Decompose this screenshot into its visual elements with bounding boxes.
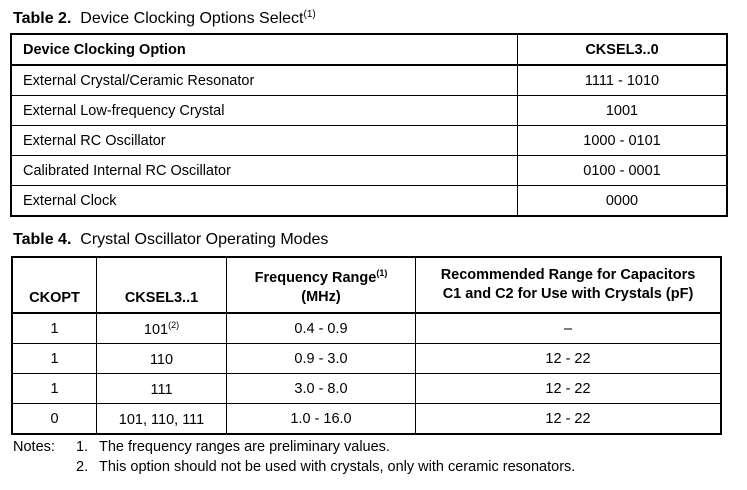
note-item — [13, 457, 575, 477]
capacitors-header-line2: C1 and C2 for Use with Crystals (pF) — [442, 286, 694, 302]
cell-frequency: 3.0 - 8.0 — [227, 374, 416, 404]
cell-cksel: 0100 - 0001 — [518, 156, 728, 186]
table2-caption-title: Device Clocking Options Select — [80, 10, 304, 27]
note-text: The frequency ranges are preliminary values. — [99, 439, 390, 455]
cell-option: External Clock — [11, 186, 518, 217]
cell-ckopt: 1 — [12, 374, 97, 404]
cell-ckopt: 1 — [12, 313, 97, 344]
cell-option: External Low-frequency Crystal — [11, 96, 518, 126]
cell-cksel: 1001 — [518, 96, 728, 126]
frequency-header-line1: Frequency Range — [254, 269, 377, 286]
table4-caption — [13, 232, 328, 248]
column-header-ckopt: CKOPT — [12, 257, 97, 313]
cell-option: External RC Oscillator — [11, 126, 518, 156]
note-item — [13, 437, 575, 457]
table-header-row — [11, 34, 727, 65]
column-header-capacitors — [416, 257, 722, 313]
table-row — [12, 404, 721, 435]
cell-capacitors: – — [416, 313, 722, 344]
cksel-value: 101, 110, 111 — [118, 411, 205, 428]
cell-frequency: 1.0 - 16.0 — [227, 404, 416, 435]
table-row — [11, 126, 727, 156]
note-number: 2. — [76, 459, 89, 475]
table2-caption — [13, 10, 316, 27]
cell-ckopt: 1 — [12, 344, 97, 374]
column-header-frequency — [227, 257, 416, 313]
crystal-oscillator-table — [11, 256, 722, 435]
table-row — [11, 96, 727, 126]
cell-cksel — [97, 374, 227, 404]
frequency-header-line2: (MHz) — [301, 288, 341, 305]
capacitors-header-line1: Recommended Range for Capacitors — [440, 267, 696, 283]
cksel-value: 101 — [143, 321, 169, 338]
table2-caption-note: (1) — [303, 9, 316, 20]
cell-frequency: 0.9 - 3.0 — [227, 344, 416, 374]
cell-capacitors: 12 - 22 — [416, 404, 722, 435]
table-row — [12, 374, 721, 404]
cksel-note: (2) — [168, 319, 180, 330]
cell-option: Calibrated Internal RC Oscillator — [11, 156, 518, 186]
cell-ckopt: 0 — [12, 404, 97, 435]
note-number: 1. — [76, 439, 89, 455]
frequency-header-note: (1) — [376, 267, 388, 278]
table4-caption-title: Crystal Oscillator Operating Modes — [80, 231, 329, 248]
cksel-value: 110 — [149, 351, 174, 368]
note-text: This option should not be used with crystals, only with ceramic resonators. — [99, 459, 576, 475]
cell-frequency: 0.4 - 0.9 — [227, 313, 416, 344]
column-header-cksel: CKSEL3..0 — [518, 34, 728, 65]
table-row — [11, 65, 727, 96]
table-header-row — [12, 257, 721, 313]
cell-cksel: 1111 - 1010 — [518, 65, 728, 96]
cell-capacitors: 12 - 22 — [416, 374, 722, 404]
cell-cksel — [97, 313, 227, 344]
notes — [13, 437, 575, 477]
cell-cksel: 0000 — [518, 186, 728, 217]
table-row — [12, 313, 721, 344]
column-header-cksel: CKSEL3..1 — [97, 257, 227, 313]
table-row — [12, 344, 721, 374]
cell-option: External Crystal/Ceramic Resonator — [11, 65, 518, 96]
device-clocking-table — [10, 33, 728, 217]
cksel-value: 111 — [150, 381, 173, 398]
table2-caption-label: Table 2. — [13, 10, 72, 27]
cell-cksel: 1000 - 0101 — [518, 126, 728, 156]
table-row — [11, 156, 727, 186]
column-header-option: Device Clocking Option — [11, 34, 518, 65]
cell-cksel — [97, 344, 227, 374]
cell-capacitors: 12 - 22 — [416, 344, 722, 374]
cell-cksel — [97, 404, 227, 435]
table4-caption-label: Table 4. — [13, 231, 72, 248]
notes-label: Notes: — [13, 439, 55, 455]
table-row — [11, 186, 727, 217]
